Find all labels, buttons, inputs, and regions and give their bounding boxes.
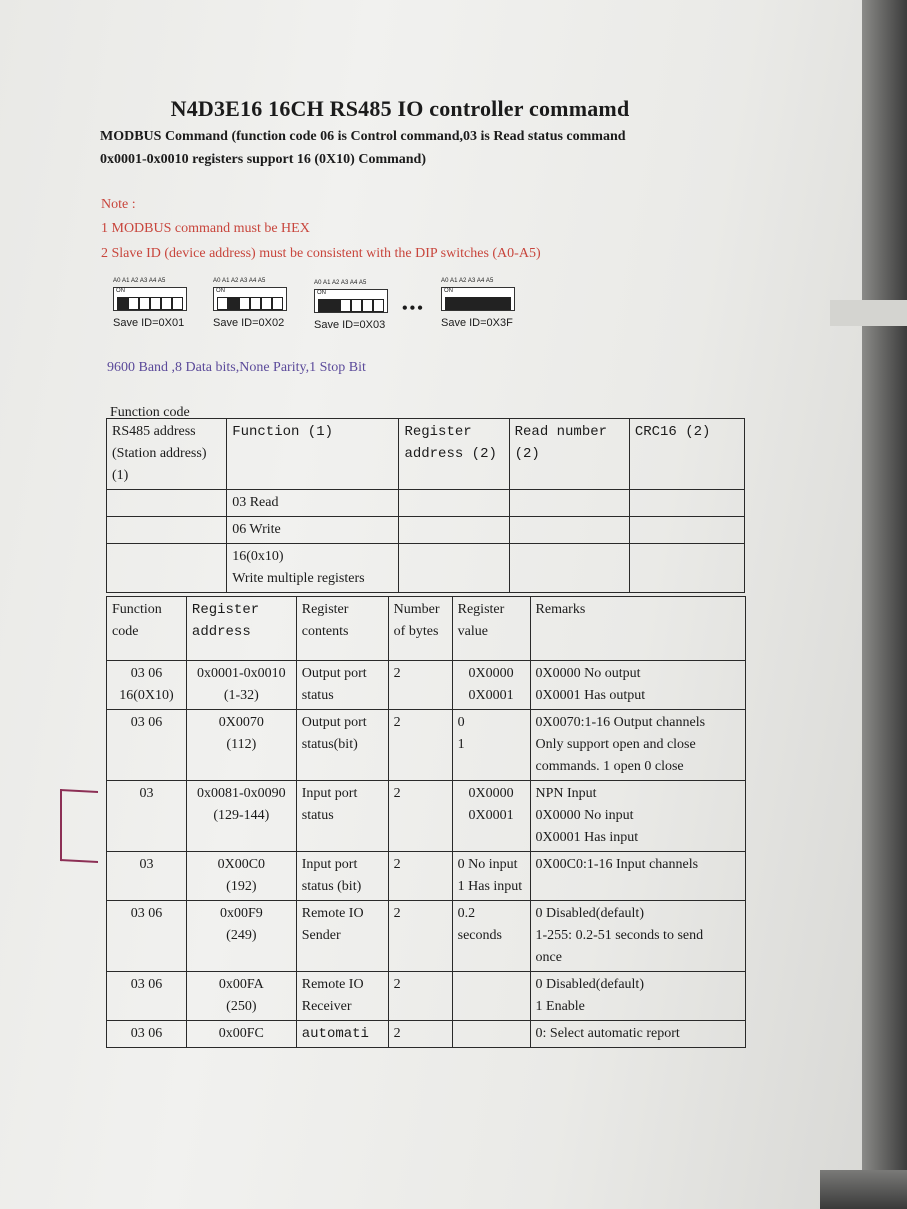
table-cell xyxy=(186,710,296,781)
note-item-2: 2 Slave ID (device address) must be consistent with the DIP switches (A0-A5) xyxy=(101,246,541,261)
table-cell xyxy=(107,661,187,710)
dip-toggle-0 xyxy=(445,297,456,310)
table-cell: 2 xyxy=(388,661,452,710)
cell-line: (192) xyxy=(226,879,257,894)
cell-line: Input port xyxy=(301,857,358,872)
table-cell: 03 xyxy=(107,852,187,901)
dip-pin-labels: A0 A1 A2 A3 A4 A5 xyxy=(314,280,367,286)
cell-line: 0 Disabled(default) xyxy=(535,977,644,992)
table-row xyxy=(107,852,746,901)
cell-line: 0 xyxy=(457,715,465,730)
header-cell: RS485 address (Station address) (1) xyxy=(107,419,227,490)
cell-line: 0x0001-0x0010 xyxy=(197,666,286,681)
table-row xyxy=(107,781,746,852)
table-cell: 03 Read xyxy=(227,490,399,517)
table-cell xyxy=(227,544,399,593)
table-cell xyxy=(452,661,530,710)
dip-toggle-3 xyxy=(478,297,489,310)
cell-line: seconds xyxy=(457,928,502,943)
dip-toggle-5 xyxy=(272,297,283,310)
table-cell: 03 06 xyxy=(107,1021,187,1048)
cell-line: 0X0000 xyxy=(468,666,514,681)
table-cell: 2 xyxy=(388,901,452,972)
cell-line: NPN Input xyxy=(535,786,597,801)
table-cell: 03 06 xyxy=(107,901,187,972)
cell-line: status xyxy=(301,688,334,703)
cell-line: Sender xyxy=(301,928,341,943)
dip-toggle-1 xyxy=(128,297,139,310)
function-code-table xyxy=(106,418,745,593)
dip-toggle-4 xyxy=(161,297,172,310)
table-row xyxy=(107,661,746,710)
cell-line: 16(0x10) xyxy=(232,549,284,564)
cell-line: (1-32) xyxy=(223,688,259,703)
cell-line: status(bit) xyxy=(301,737,358,752)
dip-switch-0x01 xyxy=(113,278,197,338)
cell-line: 0x00FA xyxy=(218,977,264,992)
background-shadow xyxy=(862,0,907,1209)
table-cell: 03 06 xyxy=(107,972,187,1021)
dip-pin-labels: A0 A1 A2 A3 A4 A5 xyxy=(441,278,494,284)
dip-toggle-5 xyxy=(500,297,511,310)
cell-line: 0.2 xyxy=(457,906,476,921)
table-row xyxy=(107,419,745,490)
dip-label: Save ID=0X3F xyxy=(441,317,513,329)
table-row xyxy=(107,597,746,661)
cell-line: 0x00F9 xyxy=(219,906,263,921)
table-cell: 0X00C0:1-16 Input channels xyxy=(530,852,745,901)
dip-toggle-2 xyxy=(139,297,150,310)
intro-line-1: MODBUS Command (function code 06 is Control command,03 is Read status command xyxy=(100,129,626,144)
table-cell xyxy=(530,710,745,781)
dip-toggle-4 xyxy=(261,297,272,310)
cell-line: 16(0X10) xyxy=(119,688,174,703)
header-cell: Function code xyxy=(107,597,187,661)
table-cell xyxy=(186,852,296,901)
intro-line-2: 0x0001-0x0010 registers support 16 (0X10) Command) xyxy=(100,152,426,167)
document-title: N4D3E16 16CH RS485 IO controller commamd xyxy=(170,96,630,121)
dip-toggle-2 xyxy=(340,299,351,312)
cell-line: once xyxy=(535,950,562,965)
table-cell: 0x00FC xyxy=(186,1021,296,1048)
cell-line: status (bit) xyxy=(301,879,362,894)
dip-on-label: ON xyxy=(444,288,453,294)
dip-block xyxy=(441,287,515,311)
table-cell xyxy=(296,661,388,710)
dip-toggle-2 xyxy=(239,297,250,310)
cell-line: 0X0001 xyxy=(468,808,514,823)
table-cell xyxy=(452,901,530,972)
cell-line: Receiver xyxy=(301,999,352,1014)
table-row xyxy=(107,901,746,972)
table-cell xyxy=(530,781,745,852)
dip-toggle-1 xyxy=(228,297,239,310)
header-cell: Read number (2) xyxy=(509,419,629,490)
table-cell xyxy=(296,852,388,901)
table-cell xyxy=(296,781,388,852)
handwritten-bracket-mark xyxy=(60,789,98,863)
serial-settings: 9600 Band ,8 Data bits,None Parity,1 Stop Bit xyxy=(107,360,366,375)
table-cell xyxy=(452,972,530,1021)
table-cell xyxy=(186,972,296,1021)
header-cell: Register address (2) xyxy=(399,419,509,490)
table-cell xyxy=(452,781,530,852)
dip-label: Save ID=0X01 xyxy=(113,317,185,329)
dip-on-label: ON xyxy=(317,290,326,296)
table-row xyxy=(107,544,745,593)
table-row xyxy=(107,1021,746,1048)
second-sheet-edge xyxy=(830,300,907,326)
table-cell xyxy=(530,972,745,1021)
table-cell xyxy=(452,710,530,781)
header-cell: Register contents xyxy=(296,597,388,661)
dip-toggle-1 xyxy=(456,297,467,310)
dip-toggle-3 xyxy=(150,297,161,310)
cell-line: 03 06 xyxy=(130,666,163,681)
table-cell xyxy=(296,710,388,781)
dip-switch-0x3f xyxy=(441,278,525,338)
table-cell xyxy=(296,901,388,972)
cell-line: Only support open and close xyxy=(535,737,696,752)
cell-line: 0X00C0 xyxy=(217,857,266,872)
header-cell: Register value xyxy=(452,597,530,661)
table-row xyxy=(107,972,746,1021)
table-row xyxy=(107,517,745,544)
cell-line: commands. 1 open 0 close xyxy=(535,759,684,774)
dip-toggle-5 xyxy=(373,299,384,312)
dip-toggle-0 xyxy=(217,297,228,310)
table-cell: 2 xyxy=(388,781,452,852)
dip-toggle-3 xyxy=(250,297,261,310)
table-cell: 03 xyxy=(107,781,187,852)
cell-line: 1 Has input xyxy=(457,879,523,894)
table-cell: 2 xyxy=(388,710,452,781)
table-cell xyxy=(186,661,296,710)
cell-line: Write multiple registers xyxy=(232,571,365,586)
table-row xyxy=(107,710,746,781)
register-table xyxy=(106,596,746,1048)
note-item-1: 1 MODBUS command must be HEX xyxy=(101,221,310,236)
cell-line: Output port xyxy=(301,666,367,681)
dip-block xyxy=(113,287,187,311)
cell-line: (249) xyxy=(226,928,257,943)
dip-toggle-1 xyxy=(329,299,340,312)
header-cell: Remarks xyxy=(530,597,745,661)
cell-line: Output port xyxy=(301,715,367,730)
table-cell: 0: Select automatic report xyxy=(530,1021,745,1048)
table-cell xyxy=(186,781,296,852)
table-row xyxy=(107,490,745,517)
cell-line: Remote IO xyxy=(301,906,364,921)
table-cell: 2 xyxy=(388,1021,452,1048)
table-cell: 2 xyxy=(388,972,452,1021)
cell-line: 0 Disabled(default) xyxy=(535,906,644,921)
cell-line: 0X0000 No output xyxy=(535,666,641,681)
cell-line: 0x0081-0x0090 xyxy=(197,786,286,801)
dip-ellipsis: ••• xyxy=(402,300,425,317)
dip-switch-0x02 xyxy=(213,278,297,338)
cell-line: Remote IO xyxy=(301,977,364,992)
cell-line: 0X0000 xyxy=(468,786,514,801)
table-cell: automati xyxy=(296,1021,388,1048)
dip-toggle-3 xyxy=(351,299,362,312)
function-code-caption: Function code xyxy=(110,405,190,420)
dip-toggle-2 xyxy=(467,297,478,310)
cell-line: 1-255: 0.2-51 seconds to send xyxy=(535,928,704,943)
header-cell: Function (1) xyxy=(227,419,399,490)
cell-line: 0 No input xyxy=(457,857,518,872)
table-cell xyxy=(452,1021,530,1048)
dip-pin-labels: A0 A1 A2 A3 A4 A5 xyxy=(213,278,266,284)
table-cell: 03 06 xyxy=(107,710,187,781)
table-cell: 06 Write xyxy=(227,517,399,544)
cell-line: (129-144) xyxy=(213,808,270,823)
cell-line: 0X0070 xyxy=(218,715,264,730)
table-cell xyxy=(296,972,388,1021)
cell-line: 0X0000 No input xyxy=(535,808,634,823)
table-cell xyxy=(186,901,296,972)
cell-line: 0X0070:1-16 Output channels xyxy=(535,715,706,730)
dip-label: Save ID=0X03 xyxy=(314,319,386,331)
cell-line: (112) xyxy=(226,737,257,752)
dip-block xyxy=(314,289,388,313)
dip-on-label: ON xyxy=(116,288,125,294)
dip-toggle-4 xyxy=(489,297,500,310)
table-cell xyxy=(530,901,745,972)
cell-line: 1 Enable xyxy=(535,999,585,1014)
dip-toggle-0 xyxy=(117,297,128,310)
dip-label: Save ID=0X02 xyxy=(213,317,285,329)
cell-line: 1 xyxy=(457,737,465,752)
header-cell: Register address xyxy=(186,597,296,661)
dip-block xyxy=(213,287,287,311)
header-cell: Number of bytes xyxy=(388,597,452,661)
dip-toggle-5 xyxy=(172,297,183,310)
dip-switch-0x03 xyxy=(314,280,398,340)
cell-line: (250) xyxy=(226,999,257,1014)
header-cell: CRC16 (2) xyxy=(629,419,744,490)
dip-toggle-4 xyxy=(362,299,373,312)
table-cell xyxy=(452,852,530,901)
note-heading: Note : xyxy=(101,197,136,212)
cell-line: status xyxy=(301,808,334,823)
cell-line: 0X0001 Has input xyxy=(535,830,639,845)
table-cell xyxy=(530,661,745,710)
cell-line: Input port xyxy=(301,786,358,801)
cell-line: 0X0001 Has output xyxy=(535,688,646,703)
corner-shadow xyxy=(820,1170,907,1209)
cell-line: 0X0001 xyxy=(468,688,514,703)
dip-pin-labels: A0 A1 A2 A3 A4 A5 xyxy=(113,278,166,284)
dip-on-label: ON xyxy=(216,288,225,294)
dip-toggle-0 xyxy=(318,299,329,312)
table-cell: 2 xyxy=(388,852,452,901)
